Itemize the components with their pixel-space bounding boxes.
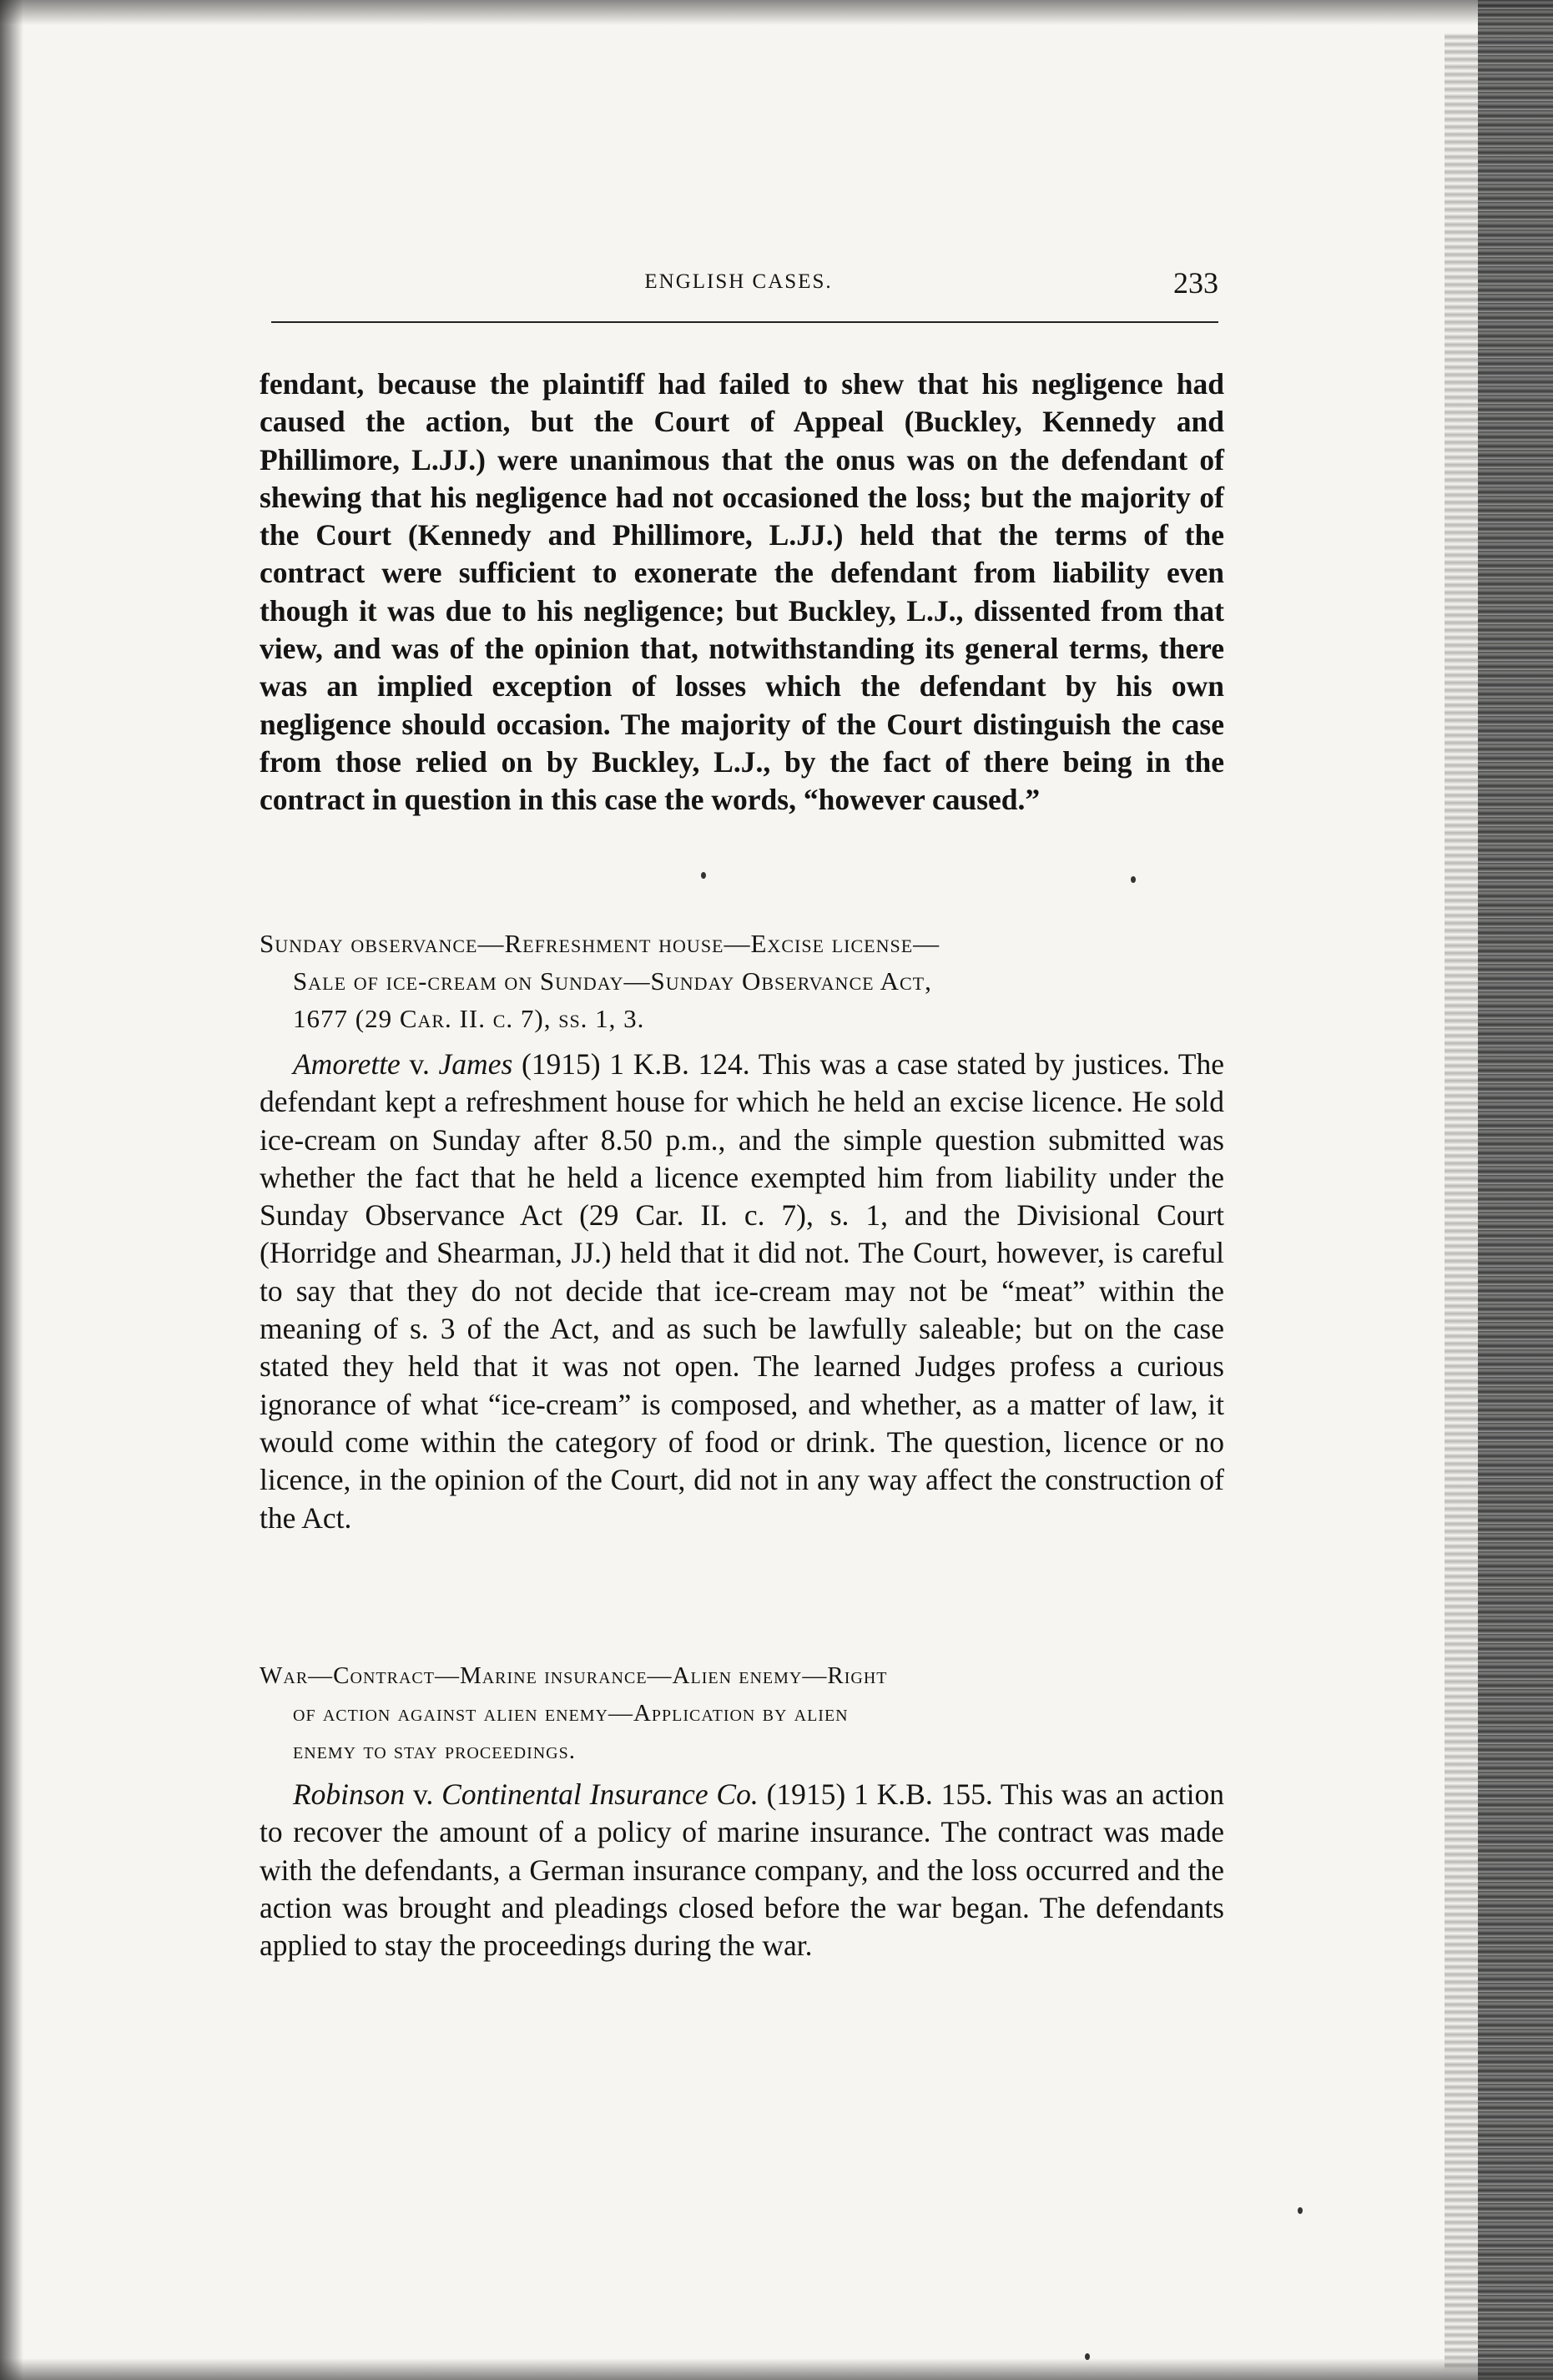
scan-speck [1298,2207,1303,2214]
scan-edge-right [1478,0,1553,2380]
header-rule [271,321,1218,323]
scan-edge-top [0,0,1553,25]
case-paragraph-robinson [260,1776,1224,1964]
heading-line: War—Contract—Marine insurance—Alien enemy—Right [260,1662,888,1689]
scan-speck [1131,876,1136,883]
paragraph-continuation: fendant, because the plaintiff had failed to shew that his negligence had caused the action, but the Court of Appeal (Buckley, Kennedy and Phillimore, L.JJ.) were unanimous that the onus was on the defendant of shewing that his negligence had not occasioned the loss; but the majority of the Court (Kennedy and Phillimore, L.JJ.) held that the terms of the contract were sufficient to exonerate the defendant from liability even though it was due to his negligence; but Buckley, L.J., dissented from that view, and was of the opinion that, notwithstanding its general terms, there was an implied exception of losses which the defendant by his own negligence should occasion. The majority of the Court distinguish the case from those relied on by Buckley, L.J., by the fact of there being in the contract in question in this case the words, “however caused.” [260,367,1224,817]
case-party: Robinson [293,1777,406,1811]
scan-speck [1085,2353,1090,2360]
case-body: (1915) 1 K.B. 155. This was an action to recover the amount of a policy of marine insurance. The contract was made with the defendants, a German insurance company, and the loss occurred and the action was brought and pleadings closed before the war began. The defendants applied to stay the proceedings during the war. [260,1777,1224,1963]
case-party: Continental Insurance Co. [441,1777,759,1811]
case-party: James [438,1047,513,1081]
scan-speck [701,872,706,879]
heading-line: Sunday observance—Refreshment house—Excise license— [260,929,940,958]
case-body: (1915) 1 K.B. 124. This was a case stated by justices. The defendant kept a refreshment house for which he held an excise licence. He sold ice-cream on Sunday after 8.50 p.m., and the simple question submitted was whether the fact that he held a licence exempted him from liability under the Sunday Observance Act (29 Car. II. c. 7), s. 1, and the Divisional Court (Horridge and Shearman, JJ.) held that it did not. The Court, however, is careful to say that they do not decide that ice-cream may not be “meat” within the meaning of s. 3 of the Act, and as such be lawfully saleable; but on the case stated they held that it was not open. The learned Judges profess a curious ignorance of what “ice-cream” is composed, and whether, as a matter of law, it would come within the category of food or drink. The question, licence or no licence, in the opinion of the Court, did not in any way affect the construction of the Act. [260,1047,1224,1535]
running-head [259,265,1218,307]
heading-line: 1677 (29 Car. II. c. 7), ss. 1, 3. [293,1004,645,1033]
running-title: ENGLISH CASES. [644,270,833,293]
heading-line: enemy to stay proceedings. [293,1737,576,1764]
case-versus: v. [400,1047,439,1081]
case-paragraph-amorette [260,1046,1224,1537]
case-versus: v. [405,1777,442,1811]
scan-edge-shadow [1445,33,1478,2370]
scan-edge-left [0,0,23,2380]
page-number: 233 [1173,266,1218,300]
heading-line: Sale of ice-cream on Sunday—Sunday Observance Act, [293,966,932,996]
case-party: Amorette [293,1047,401,1081]
section-heading-war-contract [260,1657,1224,1770]
section-heading-sunday-observance [260,925,1224,1037]
scan-edge-bottom [0,2358,1553,2380]
heading-line: of action against alien enemy—Application by alien [293,1700,849,1727]
